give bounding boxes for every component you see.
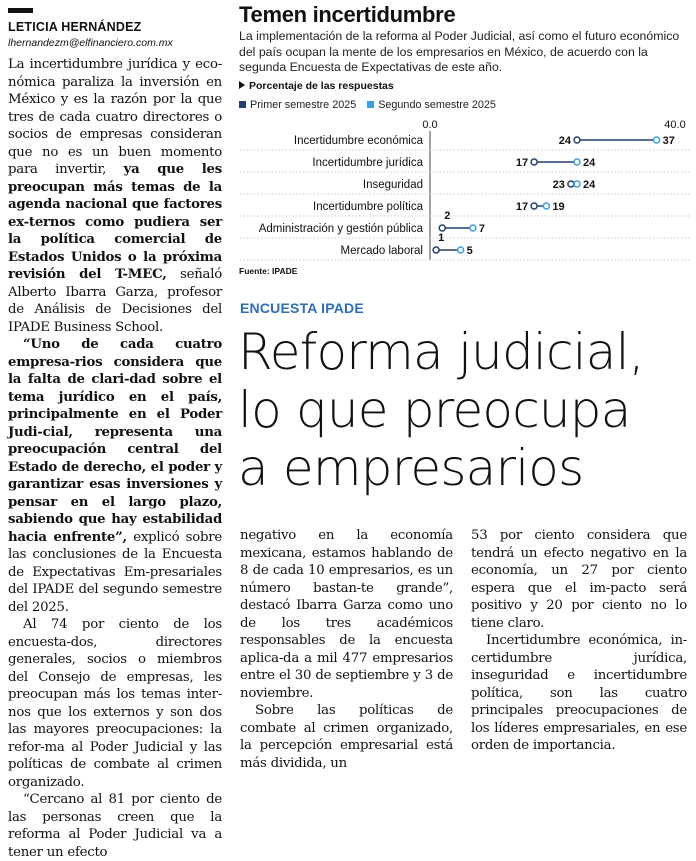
category-label: Administración y gestión pública [258, 223, 423, 235]
point-second-semester [470, 225, 476, 231]
quote-attribution: explicó sobre las conclusiones de la Encuesta de Expectativas Em-presariales del IPADE del segundo semestre del 2025. [8, 529, 222, 615]
article-column-2 [240, 527, 453, 771]
category-label: Incertidumbre política [313, 201, 423, 213]
category-label: Incertidumbre económica [293, 135, 423, 147]
kicker: ENCUESTA IPADE [240, 300, 364, 316]
x-tick-label: 0.0 [422, 119, 438, 131]
category-label: Inseguridad [362, 179, 423, 191]
data-label-first: 1 [438, 232, 445, 244]
byline-author: LETICIA HERNÁNDEZ [8, 20, 142, 34]
data-label-first: 17 [515, 157, 529, 169]
point-second-semester [574, 181, 580, 187]
data-label-first: 17 [515, 201, 529, 213]
paragraph: Incertidumbre económica, in-certidumbre jurídica, inseguridad e incertidumbre política, son las cuatro principales preocupaciones de los líderes empresariales, en ese orden de importancia. [471, 633, 687, 753]
legend-label-first: Primer semestre 2025 [250, 99, 357, 111]
quote-highlight: “Uno de cada cuatro empresa-rios considera que la falta de clari-dad sobre el tema jurídico en el país, principalmente en el Poder Judi-cial, representa una preocupación central del Estado de derecho, el poder y garantizar esas inversiones y pensar en el largo plazo, sabiendo que hay estabilidad hacia enfrente”, [8, 337, 222, 545]
data-label-second: 5 [466, 245, 473, 257]
headline-line-1: Reforma judicial, [238, 323, 644, 381]
x-tick-label: 40.0 [664, 119, 686, 131]
lead-tail: señaló Alberto Ibarra Garza, profesor de Análisis de Decisiones del IPADE Business School. [8, 267, 222, 335]
byline-email: lhernandezm@elfinanciero.com.mx [8, 37, 173, 49]
data-label-first: 2 [444, 210, 451, 222]
data-label-second: 7 [478, 223, 485, 235]
headline [238, 323, 693, 497]
paragraph: Sobre las políticas de combate al crimen organizado, la percepción empresarial está más dividida, un [240, 703, 453, 771]
paragraph: negativo en la economía mexicana, estamos hablando de 8 de cada 10 empresarios, es un número bastan-te grande”, destacó Ibarra Garza como uno de los tres académicos responsables de la encuesta aplica-da a mil 477 empresarios entre el 30 de septiembre y 3 de noviembre. [240, 528, 453, 701]
paragraph: 53 por ciento considera que tendrá un efecto negativo en la economía, un 27 por ciento espera que el im-pacto será positivo y 20 por ciento no lo tiene claro. [471, 528, 687, 631]
point-second-semester [458, 247, 464, 253]
chart-title: Temen incertidumbre [239, 2, 456, 27]
chart-source: Fuente: IPADE [239, 266, 298, 276]
headline-line-2: lo que preocupa [238, 381, 631, 439]
chart-description: La implementación de la reforma al Poder Judicial, así como el futuro económico del país ocupan la mente de los empresarios en México, de acuerdo con la segunda Encuesta de Expectativas de este año. [239, 29, 680, 74]
lead-text: La incertidumbre jurídica y eco-nómica paraliza la inversión en México y es la razón por la que tres de cada cuatro directores o socios de empresas consideran que no es un buen momento para invertir, [8, 57, 222, 177]
point-first-semester [568, 181, 574, 187]
point-second-semester [654, 137, 660, 143]
data-label-second: 19 [552, 201, 565, 213]
data-label-second: 24 [583, 157, 596, 169]
data-label-first: 24 [558, 135, 571, 147]
unit-label-text: Porcentaje de las respuestas [249, 80, 394, 92]
point-first-semester [574, 137, 580, 143]
article-column-3 [471, 527, 687, 753]
data-label-second: 24 [583, 179, 596, 191]
point-first-semester [433, 247, 439, 253]
point-second-semester [574, 159, 580, 165]
lead-highlight: ya que les preocupan más temas de la agenda nacional que factores ex-ternos como pudiera ser la política comercial de Estados Unidos o la próxima revisión del T-MEC, [8, 162, 222, 282]
point-first-semester [439, 225, 445, 231]
category-label: Incertidumbre jurídica [312, 157, 423, 169]
point-first-semester [531, 203, 537, 209]
paragraph: Al 74 por ciento de los encuesta-dos, directores generales, socios o miembros del Consejo de empresas, les preocupan más los temas inter-nos que los externos y son dos las mayores preocupaciones: la refor-ma al Poder Judicial y las políticas de combate al crimen organizado. [8, 617, 222, 790]
headline-line-3: a empresarios [238, 439, 584, 497]
paragraph: “Cercano al 81 por ciento de las personas creen que la reforma al Poder Judicial va a tener un efecto [8, 792, 222, 860]
data-label-first: 23 [552, 179, 565, 191]
point-second-semester [543, 203, 549, 209]
point-first-semester [531, 159, 537, 165]
category-label: Mercado laboral [340, 245, 423, 257]
legend-label-second: Segundo semestre 2025 [378, 99, 496, 111]
data-label-second: 37 [662, 135, 675, 147]
